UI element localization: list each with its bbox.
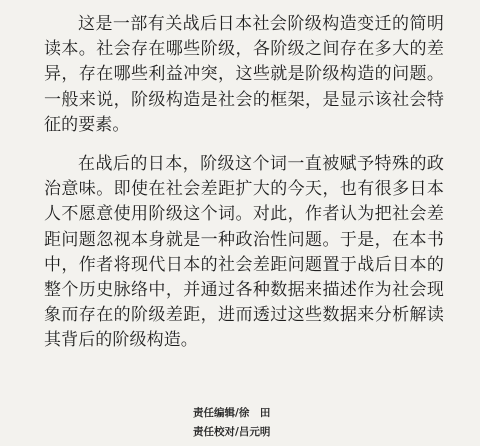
editor-credit: 责任编辑/徐 田 — [193, 407, 271, 419]
intro-paragraph-2: 在战后的日本，阶级这个词一直被赋予特殊的政治意味。即使在社会差距扩大的今天，也有很多日本人不愿意使用阶级这个词。对此，作者认为把社会差距问题忽视本身就是一种政治性问题。于是，在本书中，作者将现代日本的社会差距问题置于战后日本的整个历史脉络中，并通过各种数据来描述作为社会现象而存在的阶级差距，进而透过这些数据来分析解读其背后的阶级构造。 — [44, 154, 444, 351]
proofreader-credit: 责任校对/吕元明 — [193, 426, 271, 438]
intro-paragraph-1: 这是一部有关战后日本社会阶级构造变迁的简明读本。社会存在哪些阶级，各阶级之间存在多大的差异，存在哪些利益冲突，这些就是阶级构造的问题。一般来说，阶级构造是社会的框架，是显示该社会特征的要素。 — [44, 14, 444, 135]
